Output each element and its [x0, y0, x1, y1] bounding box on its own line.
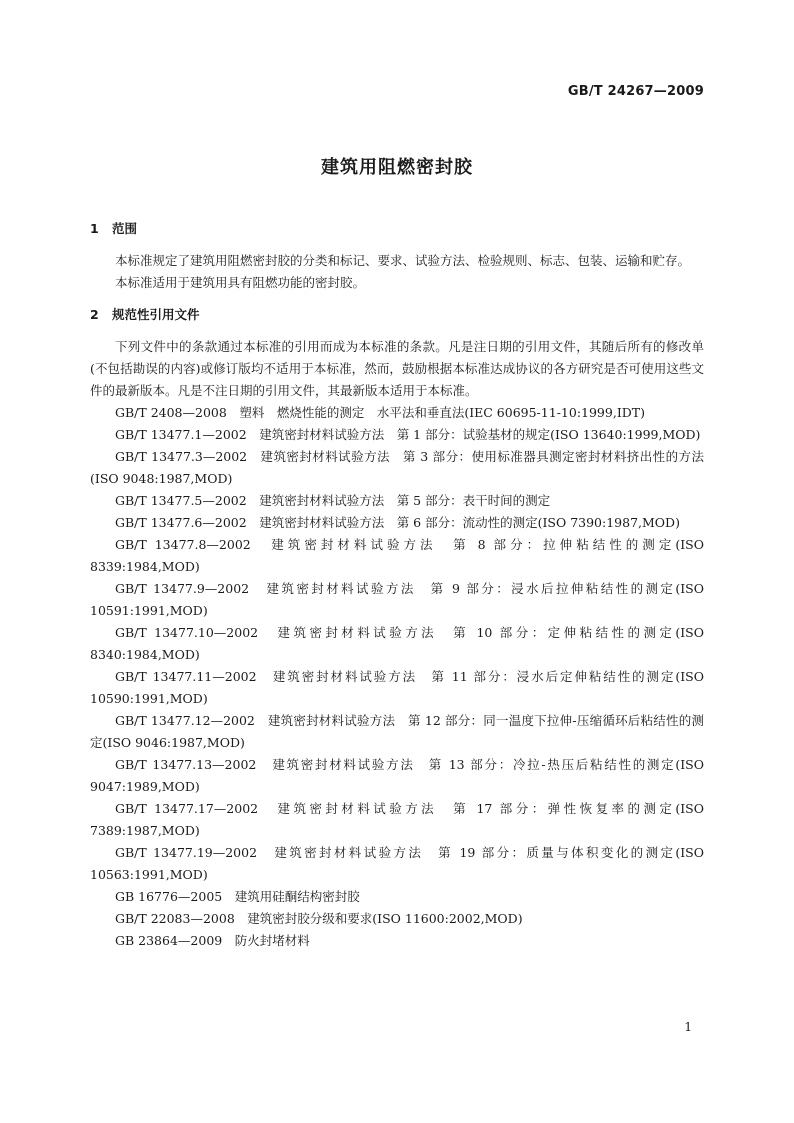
reference-item: GB 16776—2005 建筑用硅酮结构密封胶 — [115, 889, 360, 904]
reference-item: GB 23864—2009 防火封堵材料 — [115, 933, 310, 948]
page-number: 1 — [684, 1020, 692, 1034]
paragraph: 本标准规定了建筑用阻燃密封胶的分类和标记、要求、试验方法、检验规则、标志、包装、运输和贮存。 — [115, 253, 691, 268]
reference-item: GB/T 13477.9—2002 建筑密封材料试验方法 第 9 部分：浸水后拉伸粘结性的测定(ISO 10591:1991,MOD) — [90, 581, 704, 618]
reference-item: GB/T 13477.10—2002 建筑密封材料试验方法 第 10 部分：定伸粘结性的测定(ISO 8340:1984,MOD) — [90, 625, 704, 662]
reference-item: GB/T 13477.8—2002 建筑密封材料试验方法 第 8 部分：拉伸粘结性的测定(ISO 8339:1984,MOD) — [90, 537, 704, 574]
reference-item: GB/T 13477.17—2002 建筑密封材料试验方法 第 17 部分：弹性恢复率的测定(ISO 7389:1987,MOD) — [90, 801, 704, 838]
reference-item: GB/T 13477.19—2002 建筑密封材料试验方法 第 19 部分：质量与体积变化的测定(ISO 10563:1991,MOD) — [90, 845, 704, 882]
reference-item: GB/T 13477.13—2002 建筑密封材料试验方法 第 13 部分：冷拉-热压后粘结性的测定(ISO 9047:1989,MOD) — [90, 757, 704, 794]
section-number: 2 — [90, 307, 99, 322]
reference-item: GB/T 22083—2008 建筑密封胶分级和要求(ISO 11600:2002,MOD) — [115, 911, 523, 926]
reference-list — [90, 402, 704, 952]
reference-item: GB/T 2408—2008 塑料 燃烧性能的测定 水平法和垂直法(IEC 60695-11-10:1999,IDT) — [115, 405, 645, 420]
reference-item: GB/T 13477.12—2002 建筑密封材料试验方法 第 12 部分：同一温度下拉伸-压缩循环后粘结性的测定(ISO 9046:1987,MOD) — [90, 713, 704, 750]
paragraph: 本标准适用于建筑用具有阻燃功能的密封胶。 — [115, 275, 366, 290]
document-body — [90, 218, 704, 952]
section-heading-scope — [90, 218, 704, 240]
section-title: 规范性引用文件 — [112, 307, 200, 322]
section-number: 1 — [90, 221, 99, 236]
paragraph: 下列文件中的条款通过本标准的引用而成为本标准的条款。凡是注日期的引用文件，其随后所有的修改单(不包括勘误的内容)或修订版均不适用于本标准，然而，鼓励根据本标准达成协议的各方研究是否可使用这些文件的最新版本。凡是不注日期的引用文件，其最新版本适用于本标准。 — [90, 339, 704, 398]
section-heading-normative-references — [90, 304, 704, 326]
document-title: 建筑用阻燃密封胶 — [321, 157, 473, 178]
reference-item: GB/T 13477.1—2002 建筑密封材料试验方法 第 1 部分：试验基材的规定(ISO 13640:1999,MOD) — [115, 427, 701, 442]
reference-item: GB/T 13477.3—2002 建筑密封材料试验方法 第 3 部分：使用标准器具测定密封材料挤出性的方法(ISO 9048:1987,MOD) — [90, 449, 704, 486]
standard-code: GB/T 24267—2009 — [567, 84, 704, 99]
reference-item: GB/T 13477.11—2002 建筑密封材料试验方法 第 11 部分：浸水后定伸粘结性的测定(ISO 10590:1991,MOD) — [90, 669, 704, 706]
reference-item: GB/T 13477.5—2002 建筑密封材料试验方法 第 5 部分：表干时间的测定 — [115, 493, 551, 508]
reference-item: GB/T 13477.6—2002 建筑密封材料试验方法 第 6 部分：流动性的测定(ISO 7390:1987,MOD) — [115, 515, 680, 530]
section-title: 范围 — [112, 221, 138, 236]
